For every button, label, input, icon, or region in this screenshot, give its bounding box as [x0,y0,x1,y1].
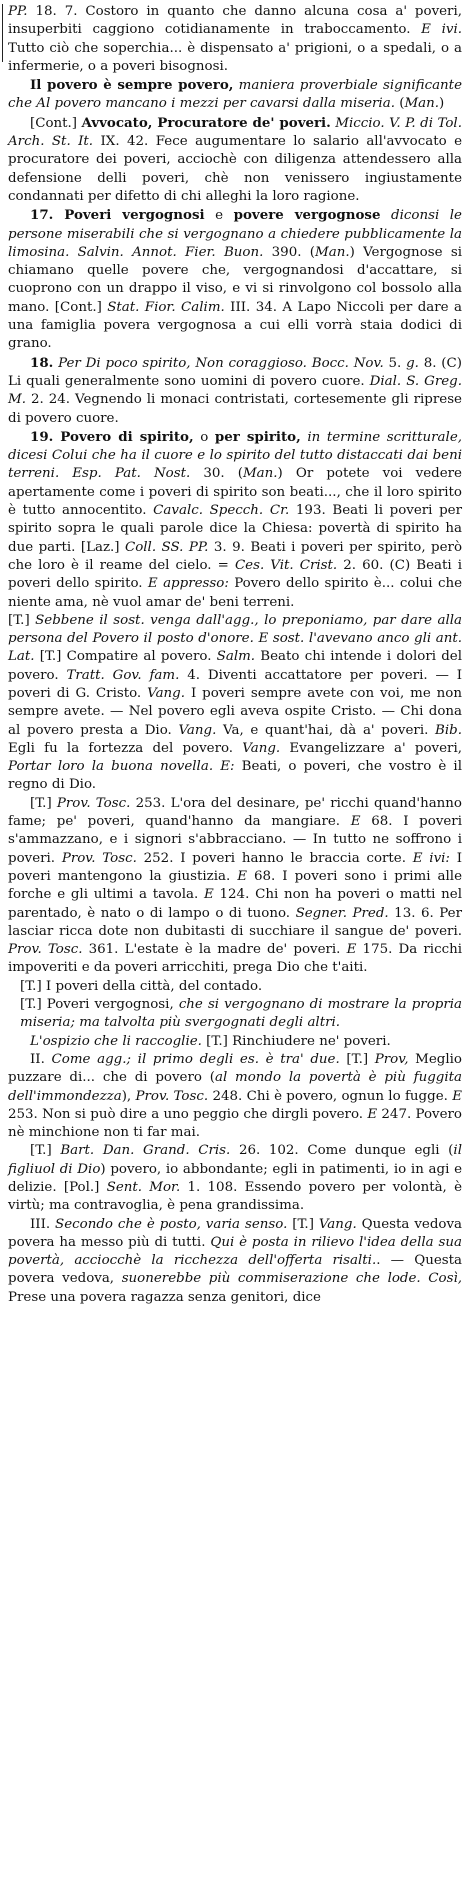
text-run: Sebbene il sost. venga dall'agg., lo preponiamo, par dare alla persona del Povero il posto d'onore. E sost. l'avevano anco gli ant. Lat. [8,612,462,665]
text-run: 4. Diventi accattatore per poveri. — I poveri di G. Cristo. [8,667,462,701]
text-run: Bib. [435,722,462,738]
text-run: 252. I poveri hanno le braccia corte. [136,850,413,866]
text-run: Come agg.; il primo degli es. è tra' due. [51,1051,340,1067]
text-run: ) Vergognose si chiamano quelle povere che, vergognandosi d'accattare, si cuoprono con un drappo il viso, e vi si rinvolgono col bossolo alla mano. [Cont.] [8,244,462,315]
text-run: Beato chi intende i dolori del povero. [8,649,462,683]
text-run: Evangelizzare a' poveri, [280,740,462,756]
text-run: ( [394,96,405,112]
text-run: povere vergognose [233,207,381,224]
text-run: Man. [242,466,278,482]
text-run: per spirito, [214,428,301,445]
text-run: 248. Chi è povero, ognun lo fugge. [208,1088,453,1104]
text-run: Man. [404,96,440,112]
text-run: che si vergognano di mostrare la propria miseria; ma talvolta più svergognati degli altri. [20,997,462,1031]
text-run: 18. 7. Costoro in quanto che danno alcuna cosa a' poveri, insuperbiti caggiono cotidianamente in traboccamento. [8,4,462,38]
text-run: 361. L'estate è la madre de' poveri. [82,942,347,958]
text-run: 390. ( [263,244,315,260]
text-run: Prov. Tosc. [61,850,137,866]
text-run: Stat. Fior. Calim. [107,299,225,315]
text-run: Vang. [178,722,217,738]
text-run: maniera proverbiale significante che Al povero mancano i mezzi per cavarsi dalla miseria. [8,78,462,112]
text-run: Avvocato, Procuratore de' poveri. [81,114,331,131]
text-run: I poveri sempre avete con voi, me non sempre avete. — Nel povero egli aveva ospite Cristo. — Chi dona al povero presta a Dio. [8,685,462,738]
text-run: Povero dello spirito è... colui che niente ama, nè vuol amar de' beni terreni. [8,576,462,610]
text-run: Il povero è sempre povero, [30,77,234,94]
margin-rule [2,4,3,62]
para-18-poco-spirito [8,354,462,428]
text-run: diconsi le persone miserabili che si vergognano a chiedere pubblicamente la limosina. Salvin. Annot. Fier. Buon. [8,208,462,260]
text-run: Prov, [374,1051,409,1067]
text-run: [T.] [339,1051,375,1067]
para-t-poveri-vergognosi [8,996,462,1033]
text-run: 68. I poveri s'ammazzano, e i signori s'abbracciano. — In tutto ne soffrono i poveri. [8,814,462,866]
text-run: E [367,1106,378,1122]
text-run: Vang. [318,1216,357,1232]
para-t-sebbene-sost [8,612,462,795]
text-run: 124. Chi non ha poveri o matti nel parentado, è nato o di lampo o di tuono. [8,887,462,921]
text-run: [T.] Poveri vergognosi, [20,997,179,1013]
text-run: [T.] [287,1216,319,1232]
para-pp-18-7 [8,3,462,76]
para-t-poveri-citta [8,978,462,996]
text-run: 253. L'ora del desinare, pe' ricchi quand'hanno fame; pe' poveri, quand'hanno da mangiare. [8,795,462,830]
text-run: Prov. Tosc. [8,942,83,958]
text-run: IX. 42. Fece augumentare lo salario all'avvocato e procuratore dei poveri, acciochè con diligenza attendessero alla defensione delli poveri, chè non venissero ingiustamente condannati per difetto di chi alleghi la loro ragione. [8,134,463,204]
text-run: E ivi. [421,22,462,38]
text-run: o [193,429,215,445]
text-run: E [452,1088,462,1104]
text-run: Per Di poco spirito, Non coraggioso. Bocc. Nov. [53,355,384,371]
text-run: [T.] [30,1143,61,1159]
para-povero-sempre-povero [8,76,462,114]
text-run: 26. 102. Come dunque egli ( [230,1143,454,1159]
text-run: [T.] [30,795,57,811]
text-run: Va, e quant'hai, dà a' poveri. [216,722,436,738]
text-run: 1. 108. Essendo povero per volontà, è virtù; ma contravoglia, è pena grandissima. [8,1180,463,1214]
text-run: [T.] [8,612,36,628]
text-run: 2. 60. (C) Beati i poveri dello spirito. [8,557,463,592]
text-run: ) [439,96,445,112]
text-run: 19. Povero di spirito, [30,428,194,445]
text-run: Vang. [147,685,186,701]
text-run: Salm. [216,649,256,665]
text-run: Secondo che è posto, varia senso. [55,1216,288,1232]
text-run: 5. [383,355,407,371]
text-run: Tratt. Gov. fam. [66,667,180,683]
para-ospizio [8,1033,462,1051]
text-run: 30. ( [190,466,243,482]
para-ii-come-agg [8,1051,462,1142]
text-run: 2. 24. Vegnendo li monaci contristati, cortesemente gli riprese di povero cuore. [8,392,462,426]
text-run: Egli fu la fortezza del povero. [8,740,243,756]
text-run: Beati, o poveri, che vostro è il regno di Dio. [8,759,462,793]
text-run: III. 34. A Lapo Niccoli per dare a una famiglia povera vergognosa a cui elli vorrà staia dodici di grano. [8,299,462,352]
para-17-poveri-vergognosi [8,206,462,353]
text-run: suonerebbe più commiserazione che lode. Così, [121,1271,463,1287]
text-run: Sent. Mor. [106,1180,181,1195]
text-run: 247. Povero nè minchione non ti far mai. [8,1106,462,1141]
text-run: [Cont.] [30,115,82,131]
text-run: ) Or potete voi vedere apertamente come i poveri di spirito son beati..., che il loro spirito è tutto annocentito. [8,466,462,519]
para-iii-secondo [8,1216,462,1307]
text-run: Meglio puzzare di... che di povero ( [8,1051,462,1086]
text-run: Man. [315,244,350,260]
text-run: PP. [8,4,28,19]
text-run: E [350,814,361,830]
text-run: Segner. Pred. [295,905,389,921]
text-run: E [237,868,247,884]
text-run: al mondo la povertà è più fuggita dell'immondezza [8,1070,462,1104]
text-run: 193. Beati li poveri per spirito sopra le quali parole dice la Chiesa: povertà di spirito ha due parti. [Laz.] [8,503,462,555]
text-run: Bart. Dan. Grand. Cris. [60,1143,231,1159]
para-19-povero-di-spirito [8,428,462,612]
text-run: 3. 9. Beati i poveri per spirito, però che loro è il reame del cielo. = [8,539,462,573]
text-run: 68. I poveri sono i primi alle forche e gli ultimi a tavola. [8,868,462,903]
text-run: Dial. S. Greg. M. [8,373,462,408]
text-run: Coll. SS. PP. [124,539,209,555]
text-run: Prov. Tosc. [135,1088,209,1104]
text-run: [T.] I poveri della città, del contado. [20,978,263,994]
entry-body [8,3,462,1307]
para-t-prov-tosc-253 [8,795,462,978]
text-run: il figliuol di Dio [8,1143,462,1177]
text-run: 17. Poveri vergognosi [30,207,205,224]
text-run: E appresso: [147,576,229,592]
text-run: I poveri mantengono la giustizia. [8,850,462,884]
text-run: E [204,887,214,903]
text-run: 18. [30,354,54,371]
text-run: Ces. Vit. Crist. [234,557,338,573]
text-run: L'ospizio che li raccoglie. [30,1033,202,1049]
text-run: E ivi: [412,850,450,866]
text-run: Prese una povera ragazza senza genitori, dice [8,1289,321,1305]
text-run: Prov. Tosc. [56,795,131,811]
text-run: Vang. [242,740,281,756]
text-run: Miccio. V. P. di Tol. Arch. St. It. [8,115,462,150]
text-run: Questa vedova povera ha messo più di tutti. [8,1216,463,1250]
text-run: Portar loro la buona novella. E: [8,759,235,775]
text-run: Cavalc. Specch. Cr. [153,503,290,519]
text-run: Qui è posta in rilievo l'idea della sua povertà, acciocchè la ricchezza dell'offerta risalti. [8,1234,462,1269]
para-t-bart-dan [8,1142,462,1215]
text-run: III. [30,1216,56,1232]
para-avvocato-procuratore [8,114,462,206]
text-run: ) povero, io abbondante; egli in patimenti, io in agi e delizie. [Pol.] [8,1161,462,1195]
text-run: [T.] Compatire al povero. [34,649,217,665]
text-run: E [346,942,357,958]
text-run: II. [30,1051,52,1067]
text-run: 175. Da ricchi impoveriti e da poveri arricchiti, prega Dio che t'aiti. [8,942,462,976]
text-run: g. [406,355,419,371]
text-run: 8. (C) Li quali generalmente sono uomini di povero cuore. [8,355,462,389]
text-run: 253. Non si può dire a uno peggio che dirgli povero. [8,1106,368,1122]
text-run: e [204,208,234,224]
text-run: in termine scritturale, dicesi Colui che ha il cuore e lo spirito del tutto distaccati dai beni terreni. Esp. Pat. Nost. [8,429,463,482]
text-run: . — Questa povera vedova, [8,1253,462,1287]
text-run: [T.] Rinchiudere ne' poveri. [201,1033,391,1049]
text-run: ), [121,1088,136,1104]
text-run: 13. 6. Per lasciar ricca dote non dubitasti di succhiare il sangue de' poveri. [8,905,463,939]
text-run: Tutto ciò che soperchia... è dispensato a' prigioni, o a spedali, o a infermerie, o a poveri bisognosi. [8,40,462,74]
